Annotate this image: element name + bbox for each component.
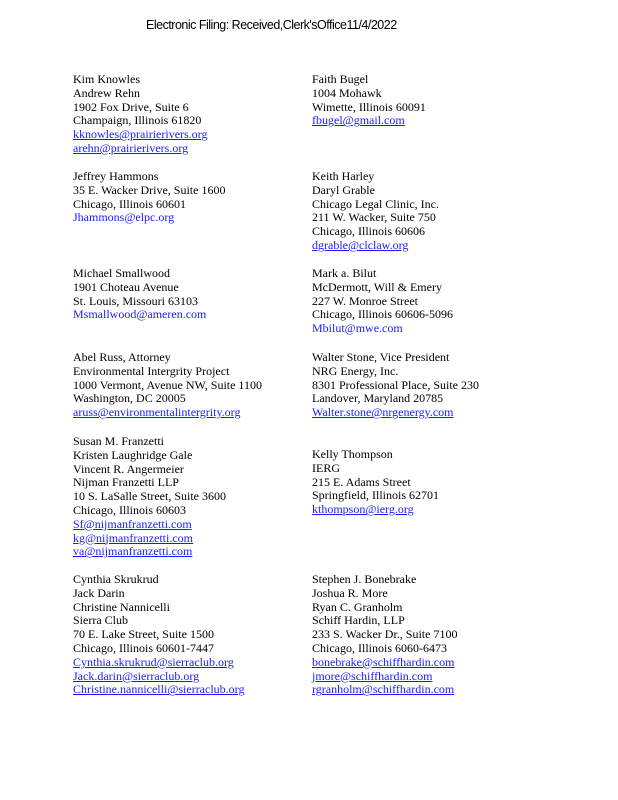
- address-line: Chicago, Illinois 60606-5096: [312, 307, 453, 322]
- email-link[interactable]: dgrable@clclaw.org: [312, 237, 409, 252]
- address-line: Wimette, Illinois 60091: [312, 99, 426, 114]
- address-line: Chicago, Illinois 60603: [73, 502, 186, 517]
- email-link[interactable]: Mbilut@mwe.com: [312, 321, 403, 336]
- service-entry-left-6: [73, 573, 244, 697]
- email-link[interactable]: Jhammons@elpc.org: [73, 210, 175, 225]
- contact-name: Keith Harley: [312, 169, 375, 183]
- email-link[interactable]: fbugel@gmail.com: [312, 113, 405, 128]
- email-link[interactable]: Jack.darin@sierraclub.org: [73, 668, 200, 683]
- address-line: Christine Nannicelli: [73, 599, 170, 614]
- address-line: 1902 Fox Drive, Suite 6: [73, 99, 189, 114]
- email-link[interactable]: va@nijmanfranzetti.com: [73, 544, 193, 559]
- address-line: 10 S. LaSalle Street, Suite 3600: [73, 489, 226, 504]
- address-line: 233 S. Wacker Dr., Suite 7100: [312, 627, 458, 642]
- contact-name: Walter Stone, Vice President: [312, 350, 450, 364]
- email-link[interactable]: rgranholm@schiffhardin.com: [312, 682, 455, 697]
- service-entry-left-3: [73, 267, 206, 322]
- address-line: 227 W. Monroe Street: [312, 293, 418, 308]
- address-line: Andrew Rehn: [73, 85, 140, 100]
- email-link[interactable]: kthompson@ierg.org: [312, 502, 414, 517]
- address-line: 8301 Professional Place, Suite 230: [312, 377, 479, 392]
- email-link[interactable]: Msmallwood@ameren.com: [73, 307, 207, 322]
- contact-name: Susan M. Franzetti: [73, 434, 164, 448]
- service-entry-left-2: [73, 170, 225, 225]
- address-line: 215 E. Adams Street: [312, 474, 411, 489]
- address-line: Schiff Hardin, LLP: [312, 613, 405, 628]
- address-line: 1004 Mohawk: [312, 85, 382, 100]
- contact-name: Jeffrey Hammons: [73, 169, 159, 183]
- address-line: Springfield, Illinois 62701: [312, 488, 439, 503]
- address-line: 70 E. Lake Street, Suite 1500: [73, 627, 214, 642]
- email-link[interactable]: arehn@prairierivers.org: [73, 140, 189, 155]
- address-line: Chicago, Illinois 60601: [73, 196, 186, 211]
- address-line: Kristen Laughridge Gale: [73, 447, 193, 462]
- address-line: Chicago, Illinois 60606: [312, 224, 425, 239]
- email-link[interactable]: Christine.nannicelli@sierraclub.org: [73, 682, 245, 697]
- service-entry-right-2: [312, 170, 439, 253]
- filing-stamp: Electronic Filing: Received,Clerk'sOffice11/4/2022: [146, 18, 397, 32]
- email-link[interactable]: kg@nijmanfranzetti.com: [73, 530, 194, 545]
- service-entry-right-3: [312, 267, 453, 336]
- address-line: Sierra Club: [73, 613, 128, 628]
- email-link[interactable]: bonebrake@schiffhardin.com: [312, 654, 455, 669]
- email-link[interactable]: Sf@nijmanfranzetti.com: [73, 516, 192, 531]
- address-line: Champaign, Illinois 61820: [73, 113, 202, 128]
- email-link[interactable]: aruss@environmentalintergrity.org: [73, 405, 241, 420]
- service-entry-right-4: [312, 351, 479, 420]
- address-line: Environmental Intergrity Project: [73, 363, 230, 378]
- service-entry-left-4: [73, 351, 262, 420]
- email-link[interactable]: Walter.stone@nrgenergy.com: [312, 405, 454, 420]
- contact-name: Faith Bugel: [312, 72, 369, 86]
- address-line: 1000 Vermont, Avenue NW, Suite 1100: [73, 377, 262, 392]
- address-line: Chicago, Illinois 6060-6473: [312, 640, 447, 655]
- address-line: 211 W. Wacker, Suite 750: [312, 210, 436, 225]
- service-entry-left-1: [73, 73, 207, 156]
- email-link[interactable]: jmore@schiffhardin.com: [312, 668, 433, 683]
- address-line: Nijman Franzetti LLP: [73, 475, 179, 490]
- contact-name: Cynthia Skrukrud: [73, 572, 159, 586]
- address-line: Joshua R. More: [312, 585, 388, 600]
- address-line: IERG: [312, 460, 340, 475]
- contact-name: Abel Russ, Attorney: [73, 350, 171, 364]
- address-line: St. Louis, Missouri 63103: [73, 293, 199, 308]
- address-line: Chicago Legal Clinic, Inc.: [312, 196, 439, 211]
- contact-name: Kelly Thompson: [312, 447, 393, 461]
- address-line: Jack Darin: [73, 585, 125, 600]
- email-link[interactable]: Cynthia.skrukrud@sierraclub.org: [73, 654, 234, 669]
- email-link[interactable]: kknowles@prairierivers.org: [73, 127, 208, 142]
- service-entry-right-1: [312, 73, 426, 128]
- contact-name: Kim Knowles: [73, 72, 140, 86]
- address-line: Daryl Grable: [312, 182, 375, 197]
- contact-name: Michael Smallwood: [73, 266, 170, 280]
- service-entry-right-6: [312, 573, 457, 697]
- address-line: Washington, DC 20005: [73, 391, 186, 406]
- address-line: Chicago, Illinois 60601-7447: [73, 640, 214, 655]
- service-entry-right-5: [312, 448, 439, 517]
- address-line: Vincent R. Angermeier: [73, 461, 184, 476]
- contact-name: Mark a. Bilut: [312, 266, 377, 280]
- address-line: Ryan C. Granholm: [312, 599, 403, 614]
- service-entry-left-5: [73, 435, 226, 559]
- address-line: 35 E. Wacker Drive, Suite 1600: [73, 182, 226, 197]
- contact-name: Stephen J. Bonebrake: [312, 572, 417, 586]
- address-line: 1901 Choteau Avenue: [73, 279, 179, 294]
- address-line: McDermott, Will & Emery: [312, 279, 442, 294]
- address-line: NRG Energy, Inc.: [312, 363, 399, 378]
- address-line: Landover, Maryland 20785: [312, 391, 444, 406]
